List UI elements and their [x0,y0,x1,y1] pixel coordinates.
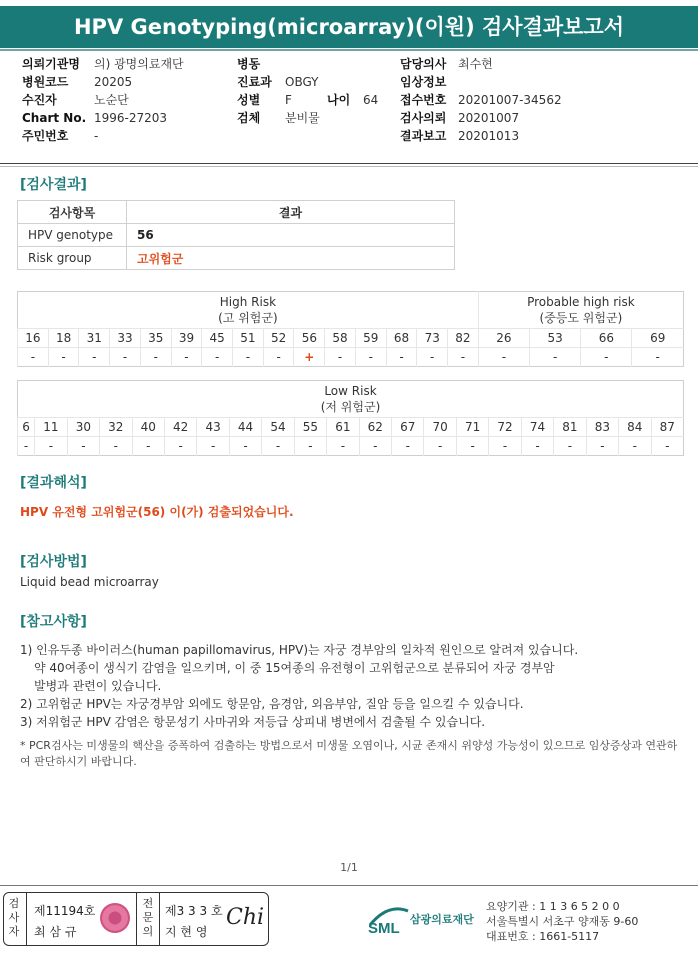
signature-box [3,892,269,946]
genotype-result-cell: + [294,348,325,367]
org-line: 요양기관 : 1 1 3 6 5 2 0 0 [486,900,620,913]
handwritten-signature: Chi [226,905,265,930]
genotype-type-cell: 67 [392,418,424,437]
genotype-type-cell: 74 [521,418,553,437]
org-line: 대표번호 : 1661-5117 [486,930,600,943]
signature-divider [136,893,137,945]
genotype-result-cell: - [229,437,261,456]
genotype-type-cell: 84 [619,418,651,437]
method-text: Liquid bead microarray [20,575,159,589]
genotype-result-cell: - [35,437,67,456]
genotype-result-cell: - [554,437,586,456]
genotype-result-cell: - [110,348,141,367]
info-key: 나이 [327,93,351,107]
genotype-result-cell: - [327,437,359,456]
info-value: 20201013 [458,129,520,143]
genotype-type-cell: 26 [478,329,529,348]
note-line: 3) 저위험군 HPV 감염은 항문성기 사마귀와 저등급 상피내 병변에서 검출될 수 있습니다. [20,715,486,729]
genotype-result-cell: - [164,437,196,456]
genotype-type-cell: 87 [651,418,683,437]
row-label: HPV genotype [18,224,127,247]
genotype-result-cell: - [140,348,171,367]
genotype-type-cell: 70 [424,418,456,437]
genotype-type-cell: 51 [233,329,264,348]
genotype-type-cell: 16 [18,329,49,348]
high-risk-grid [17,291,684,367]
genotype-result-cell: - [18,437,35,456]
genotype-result-cell: - [456,437,488,456]
examiner-license: 제11194호 [34,904,96,918]
genotype-result-cell: - [79,348,110,367]
genotype-result-cell: - [48,348,79,367]
genotype-type-cell: 44 [229,418,261,437]
col-header-result: 결과 [127,201,455,224]
genotype-result-cell: - [67,437,99,456]
genotype-result-cell: - [100,437,132,456]
genotype-result-cell: - [18,348,49,367]
probable-risk-title-ko: (중등도 위험군) [539,311,623,325]
sml-logo-text: SML [368,920,400,937]
genotype-result-cell: - [355,348,386,367]
genotype-type-cell: 82 [448,329,479,348]
info-value: 분비물 [285,111,320,125]
genotype-result-cell: - [530,348,581,367]
info-col-1 [22,56,184,144]
genotype-result-cell: - [586,437,618,456]
info-col-3 [400,56,562,144]
info-value: 20205 [94,75,133,89]
genotype-result-cell: - [262,437,294,456]
genotype-type-cell: 69 [632,329,684,348]
genotype-result-cell: - [489,437,521,456]
genotype-type-cell: 43 [197,418,229,437]
genotype-result-cell: - [202,348,233,367]
table-row [18,224,455,247]
high-risk-title-en: High Risk [219,295,277,309]
genotype-type-cell: 33 [110,329,141,348]
result-table [17,200,455,270]
genotype-type-cell: 32 [100,418,132,437]
genotype-type-cell: 40 [132,418,164,437]
footnote: * PCR검사는 미생물의 핵산을 증폭하여 검출하는 방법으로서 미생물 오염이나, 시균 존재시 위양성 가능성이 있으므로 임상증상과 연관하여 판단하시기 바랍니다. [20,739,678,768]
info-key: 검체 [237,111,261,125]
info-row [400,110,562,126]
info-row [22,92,184,108]
genotype-result-cell: - [263,348,294,367]
genotype-type-cell: 55 [294,418,326,437]
genotype-type-cell: 58 [325,329,356,348]
genotype-type-cell: 71 [456,418,488,437]
genotype-type-cell: 83 [586,418,618,437]
section-title-method: [검사방법] [20,554,87,570]
page-number: 1/1 [340,861,358,874]
info-row [400,92,562,108]
info-divider [0,163,698,164]
info-row [22,56,184,72]
org-info [486,899,638,944]
specialist-name: 지 현 영 [165,925,208,939]
genotype-type-cell: 54 [262,418,294,437]
genotype-result-cell: - [417,348,448,367]
info-row [400,56,562,72]
genotype-type-cell: 56 [294,329,325,348]
info-key: 주민번호 [22,129,69,143]
info-key: 병동 [237,57,261,71]
report-title: HPV Genotyping(microarray)(이원) 검사결과보고서 [0,6,698,48]
info-value: 최수현 [458,57,493,71]
genotype-type-cell: 11 [35,418,67,437]
info-value: 의) 광명의료재단 [94,57,184,71]
genotype-result-cell: - [171,348,202,367]
examiner-label: 검사자 [8,897,20,938]
examiner-name: 최 삼 규 [34,925,77,939]
genotype-type-cell: 52 [263,329,294,348]
high-risk-title-ko: (고 위험군) [218,311,278,325]
genotype-type-cell: 73 [417,329,448,348]
genotype-result-cell: - [392,437,424,456]
genotype-type-cell: 42 [164,418,196,437]
genotype-type-cell: 31 [79,329,110,348]
genotype-result-cell: - [197,437,229,456]
genotype-type-cell: 45 [202,329,233,348]
info-value: OBGY [285,75,319,89]
info-key: 의뢰기관명 [22,57,80,71]
genotype-result-cell: - [651,437,683,456]
note-line: 약 40여종이 생식기 감염을 일으키며, 이 중 15여종의 유전형이 고위험군으로 분류되어 자궁 경부암 [34,661,555,675]
genotype-type-cell: 53 [530,329,581,348]
info-value: 20201007 [458,111,520,125]
low-risk-results-row [18,437,684,456]
info-key: 담당의사 [400,57,447,71]
genotype-type-cell: 18 [48,329,79,348]
info-key: 접수번호 [400,93,447,107]
signature-divider [159,893,160,945]
high-risk-results-row [18,348,684,367]
info-row [237,110,378,126]
header-divider [0,49,698,51]
info-row [237,74,378,90]
section-title-notes: [참고사항] [20,614,87,630]
section-title-result: [검사결과] [20,177,87,193]
result-table-header [18,201,455,224]
genotype-value: 56 [127,224,455,247]
risk-group-value: 고위험군 [127,247,455,270]
genotype-type-cell: 39 [171,329,202,348]
low-risk-grid [17,380,684,456]
genotype-result-cell: - [581,348,632,367]
info-value: F [285,93,292,107]
probable-risk-title [478,292,683,329]
genotype-type-cell: 72 [489,418,521,437]
info-key: 병원코드 [22,75,69,89]
genotype-type-cell: 35 [140,329,171,348]
genotype-type-cell: 30 [67,418,99,437]
info-value: 노순단 [94,93,129,107]
genotype-result-cell: - [619,437,651,456]
info-key: 수진자 [22,93,57,107]
genotype-type-cell: 81 [554,418,586,437]
specialist-label: 전문의 [142,897,154,938]
note-line: 1) 인유두종 바이러스(human papillomavirus, HPV)는 자궁 경부암의 일차적 원인으로 알려져 있습니다. [20,643,579,657]
table-row [18,247,455,270]
info-key: 진료과 [237,75,272,89]
col-header-item: 검사항목 [18,201,127,224]
genotype-result-cell: - [386,348,417,367]
info-divider-secondary [0,166,698,167]
genotype-result-cell: - [132,437,164,456]
genotype-type-cell: 62 [359,418,391,437]
low-risk-title [18,381,684,418]
genotype-type-cell: 61 [327,418,359,437]
low-risk-types-row [18,418,684,437]
info-value: 1996-27203 [94,111,168,125]
sml-logo-icon [366,901,410,937]
genotype-result-cell: - [233,348,264,367]
info-row [237,56,378,72]
note-line: 2) 고위험군 HPV는 자궁경부암 외에도 항문암, 음경암, 외음부암, 질암 등을 일으킬 수 있습니다. [20,697,524,711]
note-line: 발병과 관련이 있습니다. [34,679,162,693]
info-value: 20201007-34562 [458,93,562,107]
genotype-result-cell: - [294,437,326,456]
section-title-interpretation: [결과해석] [20,475,87,491]
genotype-result-cell: - [632,348,684,367]
info-value: 64 [363,93,379,107]
grid-title-row [18,292,684,329]
genotype-result-cell: - [521,437,553,456]
info-row [22,128,184,144]
info-row [400,128,562,144]
info-row [22,110,184,126]
low-risk-title-en: Low Risk [324,384,377,398]
low-risk-title-ko: (저 위험군) [320,400,381,414]
org-line: 서울특별시 서초구 양재동 9-60 [486,915,639,928]
genotype-result-cell: - [448,348,479,367]
genotype-type-cell: 66 [581,329,632,348]
interpretation-text: HPV 유전형 고위험군(56) 이(가) 검출되었습니다. [20,505,294,519]
info-row [400,74,562,90]
info-col-2 [237,56,378,126]
signature-divider [26,893,27,945]
info-key: 결과보고 [400,129,447,143]
high-risk-types-row [18,329,684,348]
genotype-type-cell: 68 [386,329,417,348]
info-row [237,92,378,108]
specialist-license: 제3 3 3 호 [165,904,223,918]
notes-list [20,641,578,731]
genotype-result-cell: - [424,437,456,456]
genotype-type-cell: 6 [18,418,35,437]
info-value: - [94,129,99,143]
info-key: 검사의뢰 [400,111,447,125]
probable-risk-title-en: Probable high risk [527,295,635,309]
genotype-result-cell: - [478,348,529,367]
grid-title-row [18,381,684,418]
org-name: 삼광의료재단 [410,913,474,926]
genotype-type-cell: 59 [355,329,386,348]
info-key: 성별 [237,93,261,107]
info-row [22,74,184,90]
info-key: 임상정보 [400,75,447,89]
info-key: Chart No. [22,111,87,125]
seal-stamp-icon [100,903,130,933]
row-label: Risk group [18,247,127,270]
genotype-result-cell: - [359,437,391,456]
high-risk-title [18,292,479,329]
footer-divider [0,885,698,886]
genotype-result-cell: - [325,348,356,367]
